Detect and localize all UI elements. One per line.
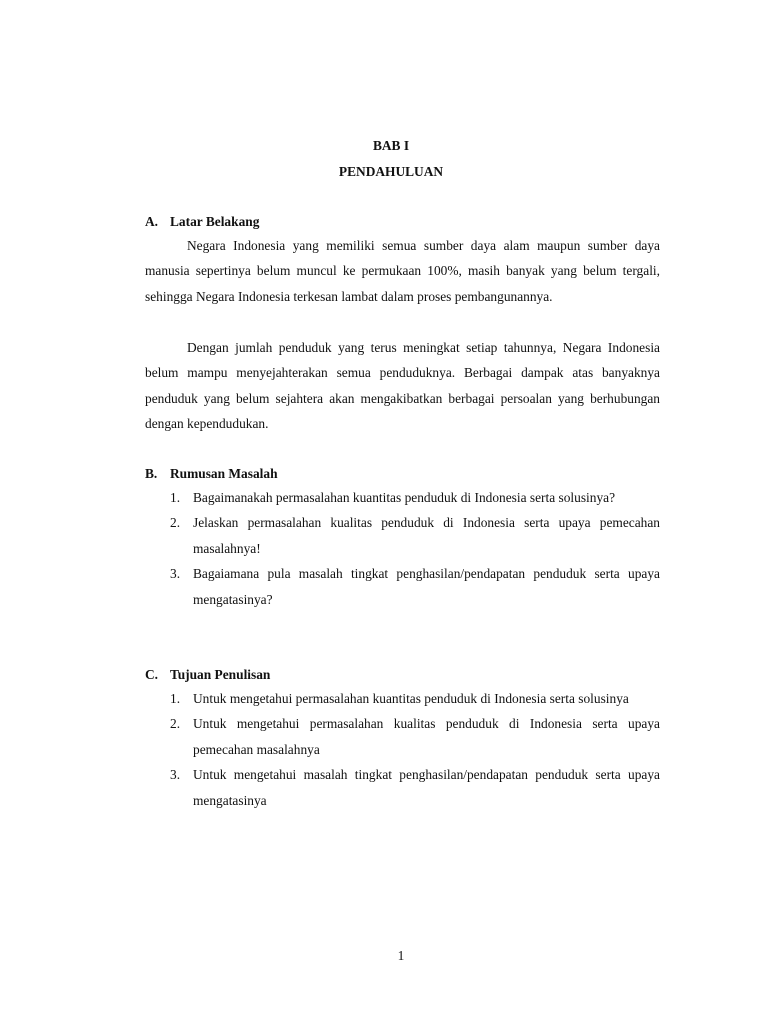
list-text: Untuk mengetahui permasalahan kualitas penduduk di Indonesia serta upaya pemecahan masalahnya bbox=[193, 716, 660, 757]
list-number: 2. bbox=[170, 515, 181, 531]
section-heading-rumusan-masalah bbox=[145, 466, 278, 482]
section-heading-tujuan-penulisan bbox=[145, 667, 270, 683]
page-number: 1 bbox=[397, 948, 405, 963]
list-item bbox=[170, 686, 660, 711]
rumusan-masalah-list bbox=[170, 485, 660, 612]
tujuan-penulisan-list bbox=[170, 686, 660, 813]
list-number: 1. bbox=[170, 490, 181, 505]
list-text: Bagaimanakah permasalahan kuantitas penduduk di Indonesia serta solusinya? bbox=[193, 490, 616, 505]
list-number: 1. bbox=[170, 691, 181, 706]
section-title: Latar Belakang bbox=[170, 214, 260, 229]
paragraph-1: Negara Indonesia yang memiliki semua sumber daya alam maupun sumber daya manusia sepertinya belum muncul ke permukaan 100%, masih banyak yang belum tergali, sehingga Negara Indonesia terkesan lambat dalam proses pembangunannya. bbox=[145, 238, 660, 304]
chapter-title: PENDAHULUAN bbox=[338, 164, 444, 179]
section-title: Rumusan Masalah bbox=[170, 466, 278, 481]
section-letter: B. bbox=[145, 466, 158, 481]
list-item bbox=[170, 711, 660, 762]
list-number: 3. bbox=[170, 566, 181, 582]
list-text: Bagaiamana pula masalah tingkat penghasilan/pendapatan penduduk serta upaya mengatasinya? bbox=[193, 566, 660, 607]
list-number: 3. bbox=[170, 767, 181, 783]
section-letter: A. bbox=[145, 214, 159, 229]
paragraph-2: Dengan jumlah penduduk yang terus meningkat setiap tahunnya, Negara Indonesia belum mampu menyejahterakan semua penduduknya. Berbagai dampak atas banyaknya penduduk yang belum sejahtera akan mengakibatkan berbagai persoalan yang berhubungan dengan kependudukan. bbox=[145, 340, 660, 432]
chapter-label: BAB I bbox=[372, 138, 410, 153]
section-letter: C. bbox=[145, 667, 159, 682]
list-number: 2. bbox=[170, 716, 181, 732]
list-text: Jelaskan permasalahan kualitas penduduk di Indonesia serta upaya pemecahan masalahnya! bbox=[193, 515, 660, 556]
list-item bbox=[170, 561, 660, 612]
section-heading-latar-belakang bbox=[145, 214, 259, 230]
list-text: Untuk mengetahui masalah tingkat penghasilan/pendapatan penduduk serta upaya mengatasinya bbox=[193, 767, 660, 808]
list-item bbox=[170, 485, 660, 510]
list-text: Untuk mengetahui permasalahan kuantitas penduduk di Indonesia serta solusinya bbox=[193, 691, 629, 706]
list-item bbox=[170, 762, 660, 813]
list-item bbox=[170, 510, 660, 561]
section-title: Tujuan Penulisan bbox=[170, 667, 271, 682]
